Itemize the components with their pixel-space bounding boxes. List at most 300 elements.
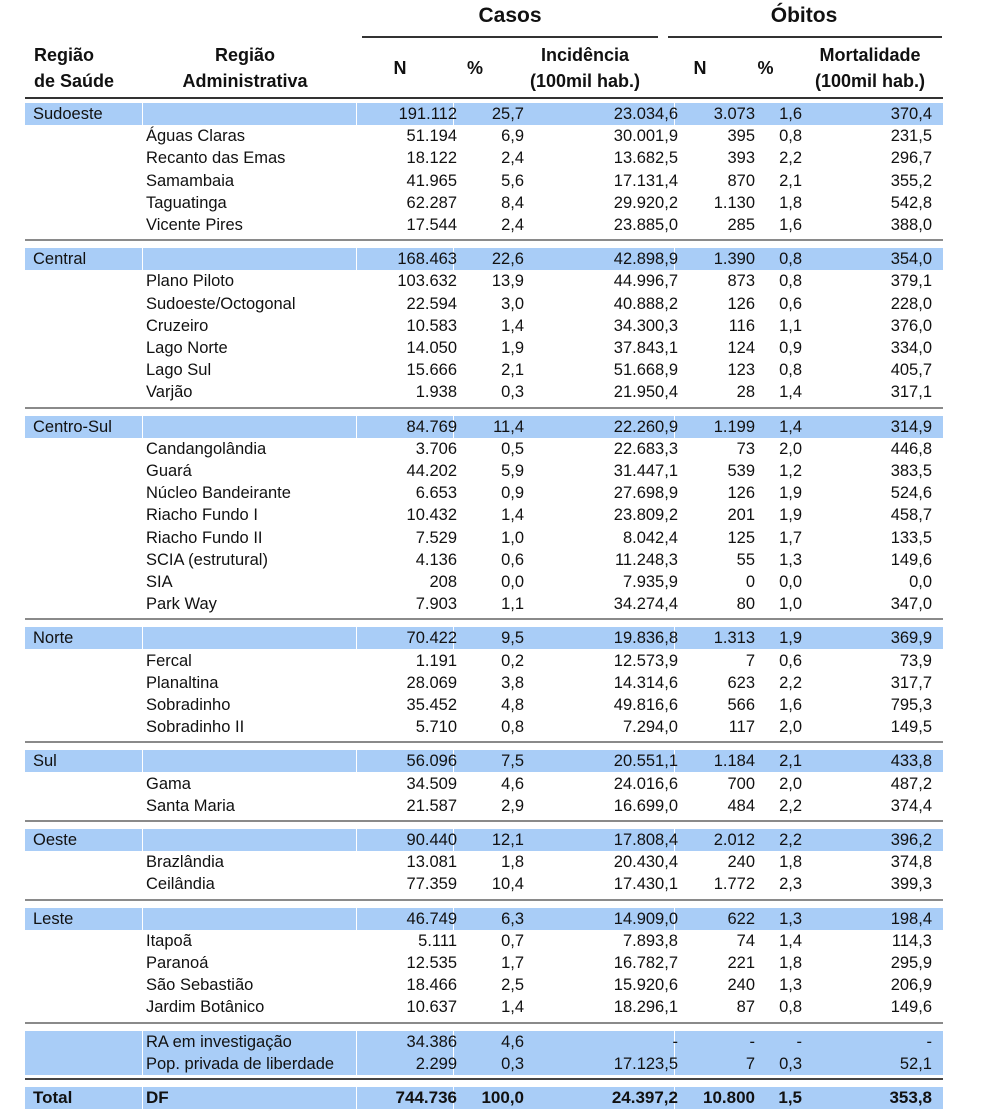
table-row [25, 504, 943, 526]
mortality-cell: 795,3 [890, 696, 932, 714]
column-divider [142, 750, 143, 772]
deaths-n-cell: 117 [728, 718, 755, 737]
cases-n-cell: 1.938 [415, 383, 457, 402]
header-obitos-pct: % [757, 58, 774, 78]
cases-pct-cell: 0,2 [501, 651, 524, 670]
header-casos: Casos [478, 4, 542, 27]
column-divider [142, 103, 143, 125]
column-divider [142, 908, 143, 930]
column-divider [356, 1031, 357, 1053]
incidence-cell: 44.996,7 [613, 272, 678, 291]
cases-pct-cell: 1,4 [501, 506, 524, 525]
cases-pct-cell: 8,4 [501, 193, 524, 212]
mortality-cell: 458,7 [890, 506, 932, 525]
ra-cell: Planaltina [146, 673, 219, 692]
cases-n-cell: 3.706 [415, 439, 457, 458]
table-row [25, 170, 943, 192]
deaths-pct-cell: 1,1 [779, 316, 802, 335]
table-row [25, 571, 943, 593]
ra-cell: Águas Claras [146, 127, 246, 146]
incidence-cell: 15.920,6 [613, 976, 678, 995]
ra-cell: Plano Piloto [146, 272, 235, 291]
deaths-pct-cell: 1,5 [778, 1088, 802, 1107]
table-row [25, 293, 943, 315]
column-divider [356, 103, 357, 125]
deaths-n-cell: 1.390 [713, 250, 755, 269]
deaths-n-cell: 3.073 [713, 105, 755, 123]
deaths-pct-cell: 2,2 [779, 796, 802, 815]
group-separator [25, 1078, 943, 1080]
ra-cell: Guará [146, 462, 192, 480]
incidence-cell: 23.034,6 [613, 105, 678, 123]
mortality-cell: 231,5 [890, 127, 932, 146]
cases-n-cell: 84.769 [406, 417, 457, 436]
incidence-cell: 22.260,9 [613, 417, 678, 436]
column-divider [142, 1087, 143, 1109]
header-incidencia-line2: (100mil hab.) [529, 71, 641, 91]
cases-n-cell: 1.191 [415, 651, 457, 670]
header-regiao-saude-line2: de Saúde [34, 71, 115, 91]
deaths-pct-cell: 1,4 [779, 417, 802, 436]
deaths-pct-cell: 0,0 [779, 573, 802, 591]
cases-n-cell: 18.466 [406, 976, 457, 995]
mortality-cell: 149,5 [890, 718, 932, 737]
deaths-n-cell: 80 [736, 595, 755, 614]
deaths-pct-cell: 2,3 [779, 875, 802, 894]
mortality-cell: 396,2 [890, 831, 932, 849]
deaths-pct-cell: 1,9 [779, 629, 802, 648]
table-row [25, 270, 943, 292]
incidence-cell: 42.898,9 [613, 250, 678, 269]
ra-cell: Cruzeiro [146, 316, 209, 335]
cases-pct-cell: 0,7 [501, 931, 524, 950]
cases-pct-cell: 1,4 [501, 316, 524, 335]
deaths-n-cell: 539 [727, 462, 755, 480]
mortality-cell: 355,2 [890, 171, 932, 190]
region-row [25, 103, 943, 125]
incidence-cell: 17.430,1 [613, 875, 678, 894]
header-mortalidade-line1: Mortalidade [819, 45, 921, 65]
group-separator [25, 618, 943, 620]
deaths-pct-cell: 1,6 [779, 696, 802, 714]
deaths-n-cell: 566 [727, 696, 755, 714]
cases-n-cell: 168.463 [397, 250, 457, 269]
incidence-cell: 7.935,9 [622, 573, 678, 591]
table-row [25, 438, 943, 460]
deaths-n-cell: 870 [727, 171, 755, 190]
ra-cell: Lago Norte [146, 339, 228, 357]
mortality-cell: 149,6 [890, 998, 932, 1017]
deaths-pct-cell: 0,8 [779, 361, 802, 380]
cases-pct-cell: 7,5 [501, 752, 524, 771]
group-separator [25, 239, 943, 241]
incidence-cell: 14.909,0 [613, 909, 678, 928]
ra-cell: Recanto das Emas [146, 149, 286, 168]
regiao-cell: Leste [33, 909, 74, 928]
cases-pct-cell: 2,4 [501, 216, 524, 234]
deaths-pct-cell: 1,6 [779, 105, 802, 123]
table-row [25, 716, 943, 738]
ra-cell: Taguatinga [146, 193, 227, 212]
cases-pct-cell: 10,4 [491, 875, 524, 894]
mortality-cell: 354,0 [890, 250, 932, 269]
ra-cell: DF [146, 1088, 169, 1107]
group-separator [25, 741, 943, 743]
deaths-n-cell: 125 [727, 528, 755, 547]
deaths-n-cell: 0 [745, 573, 755, 591]
cases-n-cell: 35.452 [406, 696, 457, 714]
cases-pct-cell: 3,0 [501, 294, 524, 313]
deaths-n-cell: 116 [728, 316, 755, 335]
mortality-cell: 369,9 [890, 629, 932, 648]
ra-cell: SCIA (estrutural) [146, 550, 268, 569]
cases-n-cell: 51.194 [406, 127, 457, 146]
table-row [25, 650, 943, 672]
column-divider [142, 416, 143, 438]
ra-cell: Samambaia [146, 171, 235, 190]
column-divider [356, 1053, 357, 1075]
mortality-cell: 388,0 [890, 216, 932, 234]
cases-n-cell: 56.096 [406, 752, 457, 771]
deaths-n-cell: 126 [727, 484, 755, 503]
deaths-pct-cell: 0,8 [779, 127, 802, 146]
region-row [25, 829, 943, 851]
cases-pct-cell: 4,6 [501, 1032, 524, 1051]
cases-n-cell: 77.359 [406, 875, 457, 894]
ra-cell: Brazlândia [146, 853, 224, 872]
mortality-cell: 399,3 [890, 875, 932, 894]
header-regiao-adm-line2: Administrativa [182, 71, 308, 91]
mortality-cell: 317,1 [890, 383, 932, 402]
mortality-cell: 0,0 [909, 573, 932, 591]
header-obitos-rule [668, 36, 942, 38]
ra-cell: Pop. privada de liberdade [146, 1054, 335, 1073]
incidence-cell: 29.920,2 [613, 193, 678, 212]
mortality-cell: 295,9 [890, 954, 932, 972]
incidence-cell: 34.274,4 [613, 595, 678, 614]
table-row [25, 795, 943, 817]
cases-n-cell: 7.529 [415, 528, 457, 547]
mortality-cell: 405,7 [890, 361, 932, 380]
regiao-cell: Sudoeste [33, 105, 103, 123]
mortality-cell: 376,0 [890, 316, 932, 335]
cases-pct-cell: 3,8 [501, 673, 524, 692]
cases-pct-cell: 22,6 [491, 250, 524, 269]
cases-pct-cell: 2,9 [501, 796, 524, 815]
regiao-cell: Centro-Sul [33, 417, 112, 436]
cases-pct-cell: 2,1 [501, 361, 524, 380]
deaths-pct-cell: 0,6 [779, 651, 802, 670]
incidence-cell: 27.698,9 [613, 484, 678, 503]
table-row [25, 974, 943, 996]
header-incidencia-line1: Incidência [540, 45, 630, 65]
deaths-n-cell: 1.184 [713, 752, 755, 771]
deaths-pct-cell: 1,8 [779, 954, 802, 972]
deaths-pct-cell: 1,4 [779, 383, 802, 402]
table-row [25, 996, 943, 1018]
cases-pct-cell: 6,3 [501, 909, 524, 928]
cases-n-cell: 18.122 [406, 149, 457, 168]
ra-cell: Sobradinho II [146, 718, 245, 737]
incidence-cell: 11.248,3 [614, 550, 678, 569]
table-row [25, 549, 943, 571]
deaths-pct-cell: 1,8 [779, 193, 802, 212]
cases-n-cell: 21.587 [406, 796, 457, 815]
deaths-n-cell: - [749, 1032, 755, 1051]
deaths-n-cell: 240 [727, 976, 755, 995]
incidence-cell: 18.296,1 [613, 998, 678, 1017]
mortality-cell: 73,9 [899, 651, 932, 670]
cases-n-cell: 10.637 [406, 998, 457, 1017]
mortality-cell: 52,1 [899, 1054, 932, 1073]
deaths-pct-cell: 0,8 [779, 998, 802, 1017]
deaths-pct-cell: 2,2 [779, 831, 802, 849]
mortality-cell: 114,3 [891, 931, 932, 950]
incidence-cell: 7.294,0 [622, 718, 678, 737]
cases-pct-cell: 12,1 [491, 831, 524, 849]
ra-cell: Ceilândia [146, 875, 215, 894]
cases-pct-cell: 13,9 [491, 272, 524, 291]
incidence-cell: 23.885,0 [613, 216, 678, 234]
incidence-cell: 34.300,3 [613, 316, 678, 335]
deaths-pct-cell: 1,3 [779, 976, 802, 995]
mortality-cell: - [926, 1032, 932, 1051]
mortality-cell: 370,4 [890, 105, 932, 123]
group-separator [25, 1022, 943, 1024]
cases-n-cell: 10.583 [406, 316, 457, 335]
deaths-pct-cell: 1,2 [779, 462, 802, 480]
incidence-cell: 49.816,6 [613, 696, 678, 714]
column-divider [142, 627, 143, 649]
deaths-pct-cell: 0,3 [779, 1054, 802, 1073]
incidence-cell: 40.888,2 [613, 294, 678, 313]
mortality-cell: 317,7 [890, 673, 932, 692]
deaths-n-cell: 240 [727, 853, 755, 872]
group-separator [25, 820, 943, 822]
cases-pct-cell: 0,6 [501, 550, 524, 569]
deaths-n-cell: 1.313 [713, 629, 755, 648]
cases-n-cell: 4.136 [415, 550, 457, 569]
deaths-pct-cell: 1,6 [779, 216, 802, 234]
mortality-cell: 433,8 [890, 752, 932, 771]
cases-n-cell: 2.299 [415, 1054, 457, 1073]
cases-n-cell: 28.069 [406, 673, 457, 692]
cases-pct-cell: 25,7 [491, 105, 524, 123]
table-row [25, 315, 943, 337]
column-divider [356, 829, 357, 851]
column-divider [356, 750, 357, 772]
deaths-n-cell: 393 [727, 149, 755, 168]
deaths-pct-cell: 2,1 [779, 752, 802, 771]
deaths-n-cell: 123 [727, 361, 755, 380]
mortality-cell: 228,0 [890, 294, 932, 313]
ra-cell: Santa Maria [146, 796, 235, 815]
mortality-cell: 374,4 [890, 796, 932, 815]
cases-pct-cell: 1,7 [501, 954, 524, 972]
deaths-n-cell: 1.130 [713, 193, 755, 212]
ra-cell: Candangolândia [146, 439, 267, 458]
cases-pct-cell: 0,0 [501, 573, 524, 591]
deaths-n-cell: 7 [745, 1054, 755, 1073]
deaths-n-cell: 87 [736, 998, 755, 1017]
cases-pct-cell: 0,3 [501, 383, 524, 402]
header-regiao-saude [25, 42, 144, 94]
incidence-cell: 20.430,4 [613, 853, 678, 872]
incidence-cell: 17.131,4 [613, 171, 678, 190]
cases-n-cell: 208 [429, 573, 457, 591]
ra-cell: Jardim Botânico [146, 998, 265, 1017]
regiao-cell: Central [33, 250, 87, 269]
total-row [25, 1087, 943, 1109]
deaths-pct-cell: 1,3 [779, 909, 802, 928]
ra-cell: SIA [146, 573, 173, 591]
column-divider [142, 1053, 143, 1075]
cases-pct-cell: 0,9 [501, 484, 524, 503]
deaths-pct-cell: 2,2 [779, 673, 802, 692]
incidence-cell: - [672, 1032, 678, 1051]
cases-pct-cell: 4,6 [501, 774, 524, 793]
incidence-cell: 31.447,1 [613, 462, 678, 480]
column-divider [356, 248, 357, 270]
cases-n-cell: 70.422 [406, 629, 457, 648]
table-row [25, 694, 943, 716]
mortality-cell: 487,2 [890, 774, 932, 793]
cases-n-cell: 17.544 [406, 216, 457, 234]
mortality-cell: 198,4 [890, 909, 932, 928]
deaths-pct-cell: 2,0 [779, 439, 802, 458]
cases-pct-cell: 1,9 [501, 339, 524, 357]
table-row [25, 214, 943, 236]
deaths-pct-cell: 1,8 [779, 853, 802, 872]
column-divider [356, 1087, 357, 1109]
header-regiao-administrativa [160, 42, 330, 94]
deaths-n-cell: 484 [727, 796, 755, 815]
mortality-cell: 524,6 [890, 484, 932, 503]
table-row [25, 672, 943, 694]
ra-cell: RA em investigação [146, 1032, 292, 1051]
ra-cell: Park Way [146, 595, 217, 614]
ra-cell: Riacho Fundo I [146, 506, 258, 525]
cases-pct-cell: 0,8 [501, 718, 524, 737]
cases-n-cell: 12.535 [406, 954, 457, 972]
deaths-pct-cell: 1,9 [779, 484, 802, 503]
table-row [25, 359, 943, 381]
regiao-cell: Total [33, 1088, 73, 1107]
cases-pct-cell: 5,6 [501, 171, 524, 190]
mortality-cell: 149,6 [890, 550, 932, 569]
regiao-cell: Oeste [33, 831, 78, 849]
special-row [25, 1053, 943, 1075]
ra-cell: São Sebastião [146, 976, 254, 995]
deaths-n-cell: 74 [736, 931, 755, 950]
header-casos-rule [362, 36, 658, 38]
mortality-cell: 347,0 [890, 595, 932, 614]
mortality-cell: 133,5 [890, 528, 932, 547]
region-row [25, 627, 943, 649]
cases-n-cell: 744.736 [395, 1088, 457, 1107]
incidence-cell: 13.682,5 [613, 149, 678, 168]
header-incidencia [510, 42, 660, 94]
cases-n-cell: 34.509 [406, 774, 457, 793]
cases-n-cell: 191.112 [398, 105, 457, 123]
mortality-cell: 379,1 [890, 272, 932, 291]
region-row [25, 248, 943, 270]
header-casos-n: N [393, 58, 407, 78]
header-casos-pct: % [466, 58, 483, 78]
cases-n-cell: 5.710 [415, 718, 457, 737]
incidence-cell: 17.123,5 [613, 1054, 678, 1073]
table-row [25, 337, 943, 359]
ra-cell: Sudoeste/Octogonal [146, 294, 296, 313]
cases-pct-cell: 9,5 [501, 629, 524, 648]
ra-cell: Itapoã [146, 931, 192, 950]
cases-n-cell: 103.632 [397, 272, 457, 291]
ra-cell: Riacho Fundo II [146, 528, 263, 547]
cases-n-cell: 7.903 [415, 595, 457, 614]
deaths-pct-cell: 1,3 [779, 550, 802, 569]
ra-cell: Paranoá [146, 954, 209, 972]
header-bottom-rule [25, 97, 943, 99]
deaths-n-cell: 2.012 [713, 831, 755, 849]
incidence-cell: 12.573,9 [613, 651, 678, 670]
deaths-n-cell: 201 [727, 506, 755, 525]
header-mortalidade [795, 42, 945, 94]
deaths-n-cell: 10.800 [703, 1088, 755, 1107]
table-row [25, 527, 943, 549]
cases-pct-cell: 1,0 [501, 528, 524, 547]
cases-n-cell: 10.432 [406, 506, 457, 525]
cases-n-cell: 44.202 [406, 462, 457, 480]
ra-cell: Vicente Pires [146, 216, 243, 234]
deaths-pct-cell: 2,0 [779, 718, 802, 737]
cases-n-cell: 41.965 [406, 171, 457, 190]
cases-n-cell: 22.594 [406, 294, 457, 313]
regiao-cell: Norte [33, 629, 74, 648]
table-row [25, 381, 943, 403]
column-divider [356, 908, 357, 930]
incidence-cell: 22.683,3 [613, 439, 678, 458]
deaths-n-cell: 221 [727, 954, 755, 972]
special-row [25, 1031, 943, 1053]
cases-n-cell: 13.081 [406, 853, 457, 872]
header-obitos-n: N [693, 58, 707, 78]
table-row [25, 952, 943, 974]
incidence-cell: 37.843,1 [613, 339, 678, 357]
deaths-n-cell: 395 [727, 127, 755, 146]
deaths-pct-cell: 2,1 [779, 171, 802, 190]
incidence-cell: 8.042,4 [622, 528, 678, 547]
incidence-cell: 23.809,2 [613, 506, 678, 525]
incidence-cell: 51.668,9 [613, 361, 678, 380]
cases-pct-cell: 2,5 [501, 976, 524, 995]
regiao-cell: Sul [33, 752, 57, 771]
cases-pct-cell: 6,9 [501, 127, 524, 146]
deaths-n-cell: 73 [736, 439, 755, 458]
deaths-n-cell: 1.199 [713, 417, 755, 436]
table-row [25, 482, 943, 504]
deaths-pct-cell: 2,0 [779, 774, 802, 793]
mortality-cell: 314,9 [890, 417, 932, 436]
deaths-pct-cell: 0,6 [779, 294, 802, 313]
deaths-pct-cell: 1,4 [779, 931, 802, 950]
cases-pct-cell: 11,4 [493, 417, 524, 436]
cases-n-cell: 90.440 [406, 831, 457, 849]
cases-n-cell: 14.050 [406, 339, 457, 357]
header-regiao-saude-line1: Região [34, 45, 95, 65]
cases-n-cell: 5.111 [418, 931, 457, 950]
deaths-n-cell: 873 [727, 272, 755, 291]
cases-n-cell: 46.749 [406, 909, 457, 928]
